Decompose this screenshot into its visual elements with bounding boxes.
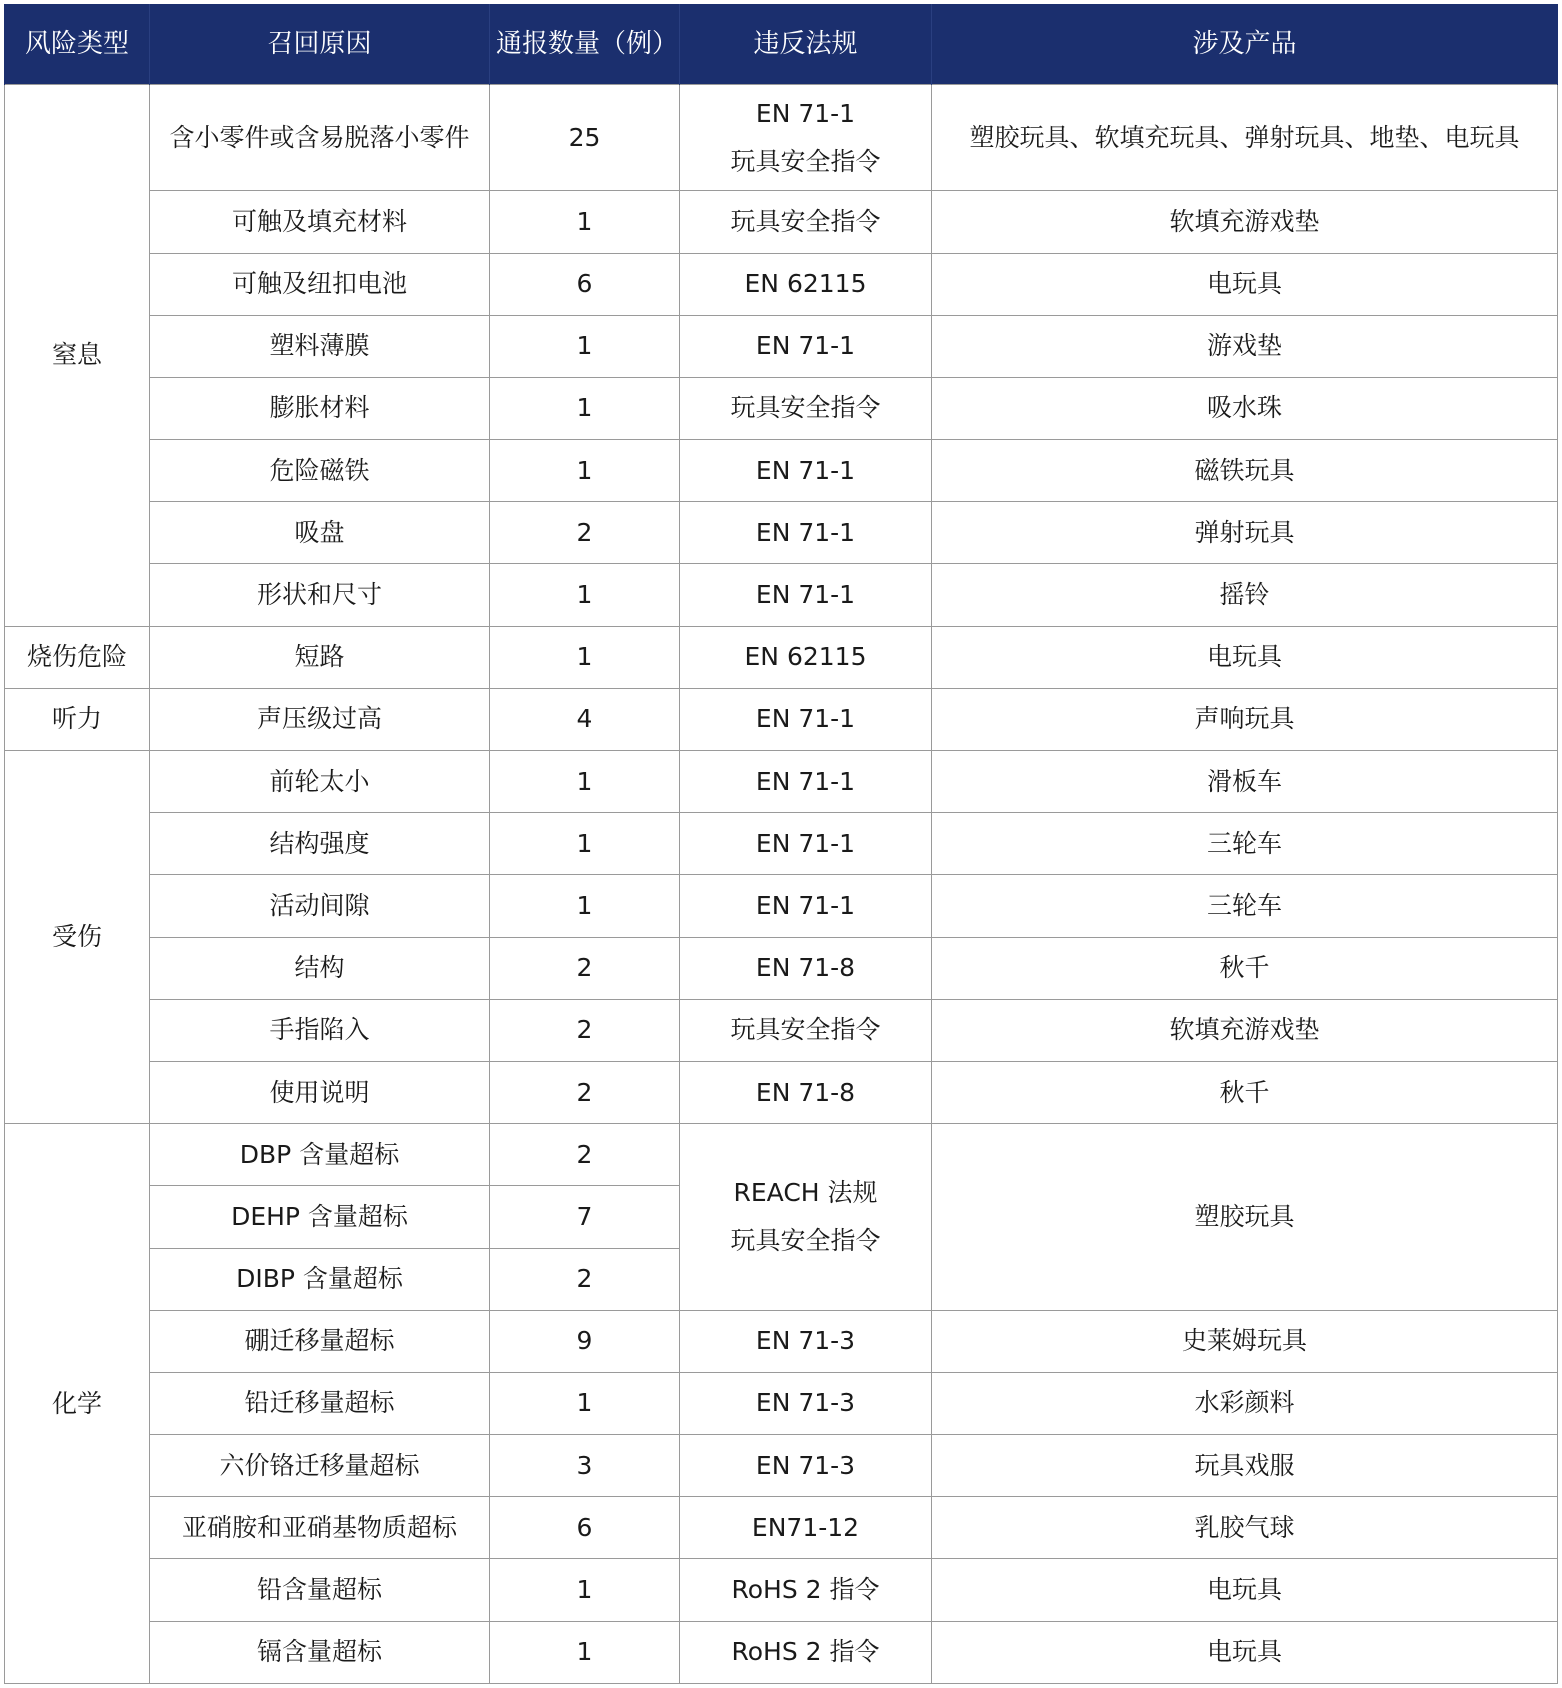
report-count-cell: 1 (490, 440, 680, 502)
table-row (5, 1621, 1558, 1683)
product-cell (932, 813, 1558, 875)
product-cell-text: 电玩具 (1206, 1575, 1282, 1605)
table-row (5, 688, 1558, 750)
table-body (5, 85, 1558, 1684)
table-row (5, 253, 1558, 315)
regulation-cell (680, 1061, 932, 1123)
report-count-cell: 1 (490, 626, 680, 688)
table-row (5, 440, 1558, 502)
product-cell-text: 磁铁玩具 (1194, 455, 1295, 485)
recall-reason-cell: 镉含量超标 (150, 1621, 490, 1683)
report-count-cell: 1 (490, 1559, 680, 1621)
report-count-cell: 3 (490, 1435, 680, 1497)
report-count-cell: 6 (490, 253, 680, 315)
regulation-cell-text: 玩具安全指令 (730, 206, 881, 236)
regulation-cell (680, 377, 932, 439)
regulation-cell (680, 1497, 932, 1559)
regulation-cell-text: EN 62115 (744, 269, 867, 299)
regulation-cell (680, 1435, 932, 1497)
regulation-cell-text: EN 71-3 (755, 1326, 856, 1356)
table-row (5, 1497, 1558, 1559)
recall-reason-cell: 亚硝胺和亚硝基物质超标 (150, 1497, 490, 1559)
product-cell-text: 秋千 (1219, 953, 1270, 983)
regulation-cell (680, 937, 932, 999)
product-cell (932, 751, 1558, 813)
header-product: 涉及产品 (932, 4, 1558, 85)
regulation-cell (680, 1124, 932, 1311)
report-count-cell: 6 (490, 1497, 680, 1559)
product-cell-text: 乳胶气球 (1194, 1512, 1295, 1542)
report-count-cell: 1 (490, 191, 680, 253)
regulation-cell-text: EN 71-1 (755, 517, 856, 547)
regulation-cell-text: EN71-12 (751, 1512, 860, 1542)
recall-table (4, 4, 1558, 1684)
table-row (5, 191, 1558, 253)
product-cell (932, 1497, 1558, 1559)
recall-reason-cell: 形状和尺寸 (150, 564, 490, 626)
report-count-cell: 2 (490, 1061, 680, 1123)
product-cell (932, 1372, 1558, 1434)
risk-type-cell: 听力 (5, 688, 150, 750)
product-cell (932, 688, 1558, 750)
regulation-cell (680, 440, 932, 502)
product-cell-text: 电玩具 (1206, 269, 1282, 299)
table-row (5, 1435, 1558, 1497)
table-row (5, 1310, 1558, 1372)
product-cell-text: 秋千 (1219, 1077, 1270, 1107)
regulation-cell-text: EN 71-3 (755, 1450, 856, 1480)
table-row (5, 564, 1558, 626)
regulation-cell (680, 315, 932, 377)
report-count-cell: 1 (490, 377, 680, 439)
risk-type-cell: 化学 (5, 1124, 150, 1684)
regulation-cell-text: EN 71-1 (755, 828, 856, 858)
table-row (5, 751, 1558, 813)
header-regulation: 违反法规 (680, 4, 932, 85)
recall-reason-cell: 铅含量超标 (150, 1559, 490, 1621)
regulation-cell-text: EN 71-8 (755, 1077, 856, 1107)
regulation-cell-text: EN 71-1 (755, 890, 856, 920)
header-row (5, 4, 1558, 85)
table-row (5, 813, 1558, 875)
product-cell-text: 水彩颜料 (1194, 1388, 1295, 1418)
table-row (5, 626, 1558, 688)
regulation-cell-text: EN 71-8 (755, 953, 856, 983)
recall-reason-cell: 吸盘 (150, 502, 490, 564)
regulation-cell (680, 1621, 932, 1683)
header-recall-reason: 召回原因 (150, 4, 490, 85)
regulation-cell-text: REACH 法规 玩具安全指令 (730, 1177, 881, 1255)
product-cell-text: 电玩具 (1206, 1637, 1282, 1667)
recall-reason-cell: DIBP 含量超标 (150, 1248, 490, 1310)
product-cell (932, 626, 1558, 688)
product-cell (932, 502, 1558, 564)
product-cell-text: 摇铃 (1219, 580, 1270, 610)
report-count-cell: 2 (490, 1248, 680, 1310)
product-cell (932, 1310, 1558, 1372)
product-cell-text: 弹射玩具 (1194, 517, 1295, 547)
recall-reason-cell: 使用说明 (150, 1061, 490, 1123)
regulation-cell (680, 85, 932, 191)
table-row (5, 1372, 1558, 1434)
regulation-cell (680, 688, 932, 750)
report-count-cell: 25 (490, 85, 680, 191)
report-count-cell: 7 (490, 1186, 680, 1248)
table-row (5, 502, 1558, 564)
product-cell-text: 塑胶玩具、软填充玩具、弹射玩具、地垫、电玩具 (969, 122, 1520, 152)
product-cell-text: 游戏垫 (1206, 331, 1282, 361)
header-risk-type: 风险类型 (5, 4, 150, 85)
recall-reason-cell: 前轮太小 (150, 751, 490, 813)
recall-reason-cell: 塑料薄膜 (150, 315, 490, 377)
recall-reason-cell: 硼迁移量超标 (150, 1310, 490, 1372)
recall-reason-cell: 可触及填充材料 (150, 191, 490, 253)
recall-reason-cell: 含小零件或含易脱落小零件 (150, 85, 490, 191)
report-count-cell: 9 (490, 1310, 680, 1372)
regulation-cell-text: EN 71-1 (755, 455, 856, 485)
regulation-cell (680, 875, 932, 937)
product-cell-text: 软填充游戏垫 (1169, 1015, 1320, 1045)
product-cell (932, 253, 1558, 315)
table-row (5, 1061, 1558, 1123)
recall-reason-cell: 短路 (150, 626, 490, 688)
regulation-cell-text: EN 71-1 (755, 580, 856, 610)
report-count-cell: 1 (490, 751, 680, 813)
recall-reason-cell: DBP 含量超标 (150, 1124, 490, 1186)
regulation-cell (680, 1372, 932, 1434)
table-row (5, 315, 1558, 377)
regulation-cell-text: EN 62115 (744, 642, 867, 672)
product-cell (932, 937, 1558, 999)
report-count-cell: 2 (490, 937, 680, 999)
recall-reason-cell: 声压级过高 (150, 688, 490, 750)
report-count-cell: 2 (490, 502, 680, 564)
product-cell (932, 1621, 1558, 1683)
regulation-cell (680, 191, 932, 253)
regulation-cell (680, 751, 932, 813)
risk-type-cell: 窒息 (5, 85, 150, 627)
regulation-cell (680, 813, 932, 875)
header-report-count: 通报数量（例） (490, 4, 680, 85)
product-cell-text: 三轮车 (1206, 828, 1282, 858)
product-cell (932, 191, 1558, 253)
regulation-cell-text: 玩具安全指令 (730, 393, 881, 423)
regulation-cell (680, 626, 932, 688)
table-row (5, 937, 1558, 999)
report-count-cell: 1 (490, 564, 680, 626)
risk-type-cell: 烧伤危险 (5, 626, 150, 688)
regulation-cell-text: 玩具安全指令 (730, 1015, 881, 1045)
product-cell-text: 软填充游戏垫 (1169, 206, 1320, 236)
product-cell-text: 玩具戏服 (1194, 1450, 1295, 1480)
product-cell (932, 377, 1558, 439)
report-count-cell: 1 (490, 875, 680, 937)
regulation-cell-text: RoHS 2 指令 (731, 1637, 880, 1667)
regulation-cell (680, 1559, 932, 1621)
risk-type-cell: 受伤 (5, 751, 150, 1124)
report-count-cell: 2 (490, 999, 680, 1061)
recall-reason-cell: 结构强度 (150, 813, 490, 875)
regulation-cell-text: EN 71-1 (755, 766, 856, 796)
table-row (5, 875, 1558, 937)
report-count-cell: 1 (490, 1621, 680, 1683)
recall-reason-cell: 手指陷入 (150, 999, 490, 1061)
product-cell-text: 吸水珠 (1206, 393, 1282, 423)
regulation-cell-text: RoHS 2 指令 (731, 1575, 880, 1605)
product-cell-text: 滑板车 (1206, 766, 1282, 796)
recall-reason-cell: 膨胀材料 (150, 377, 490, 439)
product-cell (932, 315, 1558, 377)
product-cell (932, 1559, 1558, 1621)
table-row (5, 1559, 1558, 1621)
regulation-cell (680, 999, 932, 1061)
recall-reason-cell: 结构 (150, 937, 490, 999)
product-cell (932, 1124, 1558, 1311)
regulation-cell (680, 502, 932, 564)
product-cell (932, 1061, 1558, 1123)
table-row (5, 377, 1558, 439)
regulation-cell (680, 1310, 932, 1372)
regulation-cell (680, 253, 932, 315)
regulation-cell-text: EN 71-1 (755, 331, 856, 361)
report-count-cell: 1 (490, 315, 680, 377)
table-header (5, 4, 1558, 85)
recall-reason-cell: 可触及纽扣电池 (150, 253, 490, 315)
regulation-cell-text: EN 71-3 (755, 1388, 856, 1418)
product-cell-text: 声响玩具 (1194, 704, 1295, 734)
report-count-cell: 1 (490, 1372, 680, 1434)
report-count-cell: 1 (490, 813, 680, 875)
product-cell (932, 85, 1558, 191)
regulation-cell (680, 564, 932, 626)
report-count-cell: 2 (490, 1124, 680, 1186)
product-cell (932, 564, 1558, 626)
product-cell (932, 1435, 1558, 1497)
report-count-cell: 4 (490, 688, 680, 750)
recall-reason-cell: 六价铬迁移量超标 (150, 1435, 490, 1497)
product-cell (932, 875, 1558, 937)
product-cell-text: 三轮车 (1206, 890, 1282, 920)
product-cell (932, 999, 1558, 1061)
recall-reason-cell: 活动间隙 (150, 875, 490, 937)
product-cell-text: 塑胶玩具 (1194, 1201, 1295, 1231)
recall-reason-cell: 铅迁移量超标 (150, 1372, 490, 1434)
table-row (5, 999, 1558, 1061)
product-cell (932, 440, 1558, 502)
product-cell-text: 电玩具 (1206, 642, 1282, 672)
table-row (5, 85, 1558, 191)
recall-reason-cell: DEHP 含量超标 (150, 1186, 490, 1248)
product-cell-text: 史莱姆玩具 (1181, 1326, 1307, 1356)
regulation-cell-text: EN 71-1 玩具安全指令 (730, 98, 881, 176)
recall-reason-cell: 危险磁铁 (150, 440, 490, 502)
table-row (5, 1124, 1558, 1186)
regulation-cell-text: EN 71-1 (755, 704, 856, 734)
